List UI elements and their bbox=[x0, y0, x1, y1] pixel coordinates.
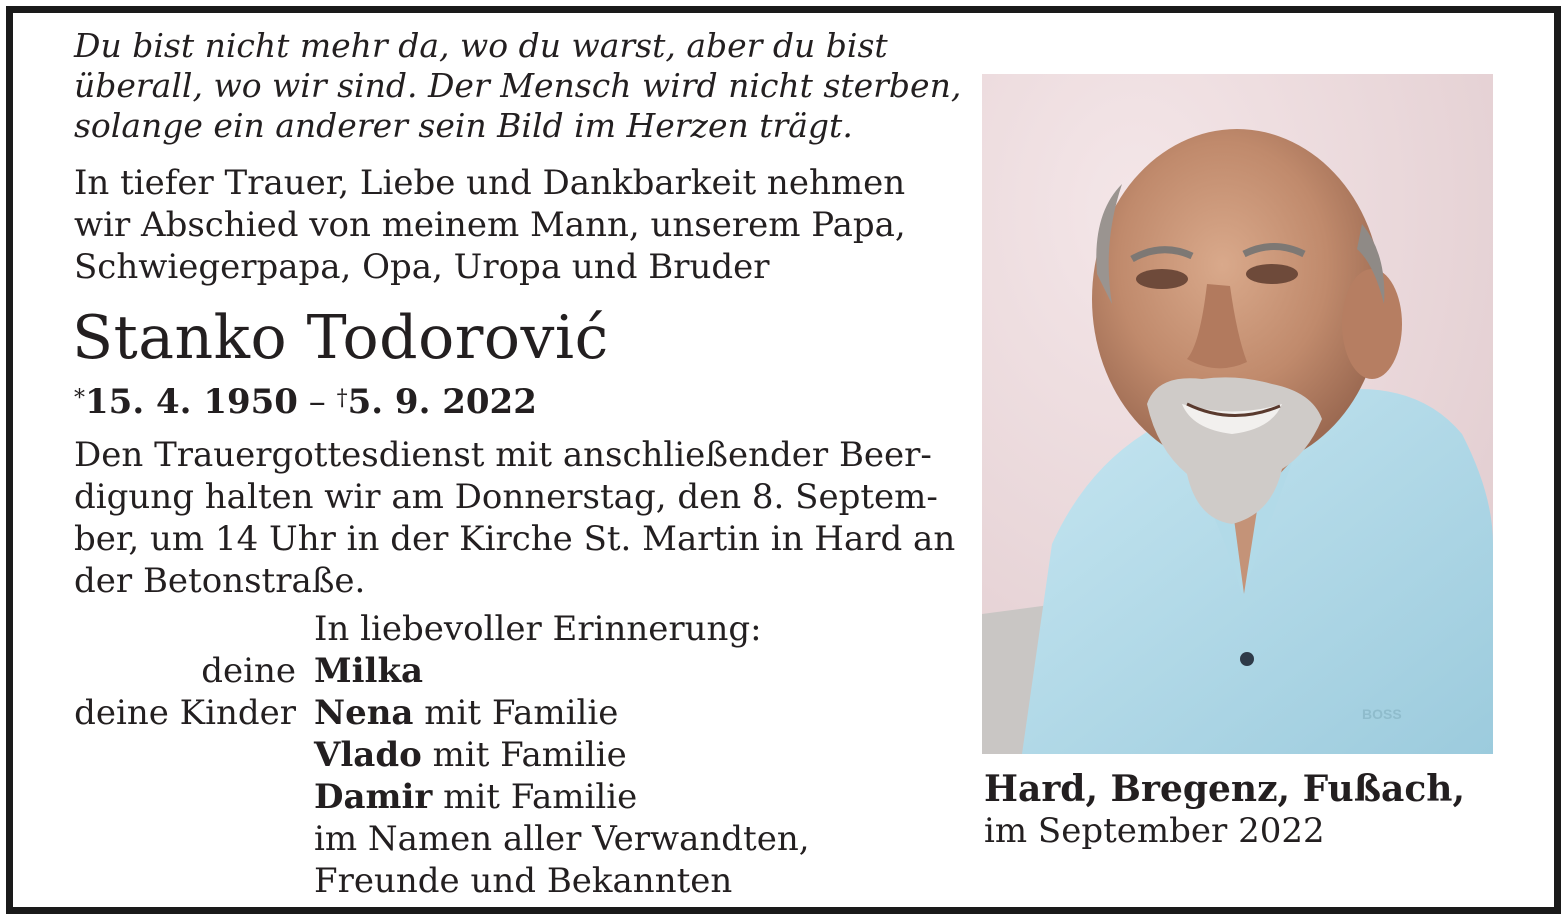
child-entry bbox=[314, 734, 627, 776]
children-prefix: deine Kinder bbox=[74, 693, 296, 733]
motto-line: Du bist nicht mehr da, wo du warst, aber du bist bbox=[74, 26, 888, 65]
month-line: im September 2022 bbox=[984, 811, 1325, 851]
child-name: Damir bbox=[314, 777, 433, 817]
child-name: Nena bbox=[314, 693, 414, 733]
child-suffix: mit Familie bbox=[413, 693, 619, 733]
intro-text bbox=[74, 162, 906, 288]
service-line: digung halten wir am Donnerstag, den 8. Septem- bbox=[74, 477, 938, 517]
shirt-logo: BOSS bbox=[1362, 706, 1402, 722]
life-dates bbox=[74, 376, 537, 425]
child-suffix: mit Familie bbox=[432, 777, 638, 817]
intro-line: In tiefer Trauer, Liebe und Dankbarkeit nehmen bbox=[74, 163, 906, 203]
wife-prefix: deine bbox=[201, 651, 296, 691]
closing-line: Freunde und Bekannten bbox=[314, 861, 733, 901]
intro-line: wir Abschied von meinem Mann, unserem Papa, bbox=[74, 205, 906, 245]
service-text bbox=[74, 434, 955, 602]
mourners-heading: In liebevoller Erinnerung: bbox=[314, 609, 762, 649]
date-dash: – bbox=[297, 382, 337, 422]
portrait-illustration bbox=[982, 74, 1493, 754]
child-entry bbox=[314, 776, 637, 818]
place-line: Hard, Bregenz, Fußach, bbox=[984, 768, 1466, 810]
motto-quote bbox=[74, 26, 961, 146]
child-suffix: mit Familie bbox=[421, 735, 627, 775]
service-line: Den Trauergottesdienst mit anschließender Beer- bbox=[74, 435, 932, 475]
child-name: Vlado bbox=[314, 735, 422, 775]
motto-line: überall, wo wir sind. Der Mensch wird nicht sterben, bbox=[74, 66, 962, 105]
deceased-name: Stanko Todorović bbox=[72, 303, 609, 373]
death-mark: † bbox=[336, 386, 348, 411]
birth-date: 15. 4. 1950 bbox=[85, 382, 298, 422]
birth-mark: * bbox=[74, 386, 85, 411]
death-date: 5. 9. 2022 bbox=[347, 382, 537, 422]
child-entry bbox=[314, 692, 618, 734]
service-line: der Betonstraße. bbox=[74, 561, 366, 601]
closing-line: im Namen aller Verwandten, bbox=[314, 819, 810, 859]
intro-line: Schwiegerpapa, Opa, Uropa und Bruder bbox=[74, 247, 770, 287]
wife-name: Milka bbox=[314, 651, 424, 691]
portrait-photo bbox=[982, 74, 1493, 754]
service-line: ber, um 14 Uhr in der Kirche St. Martin in Hard an bbox=[74, 519, 956, 559]
motto-line: solange ein anderer sein Bild im Herzen trägt. bbox=[74, 106, 853, 145]
